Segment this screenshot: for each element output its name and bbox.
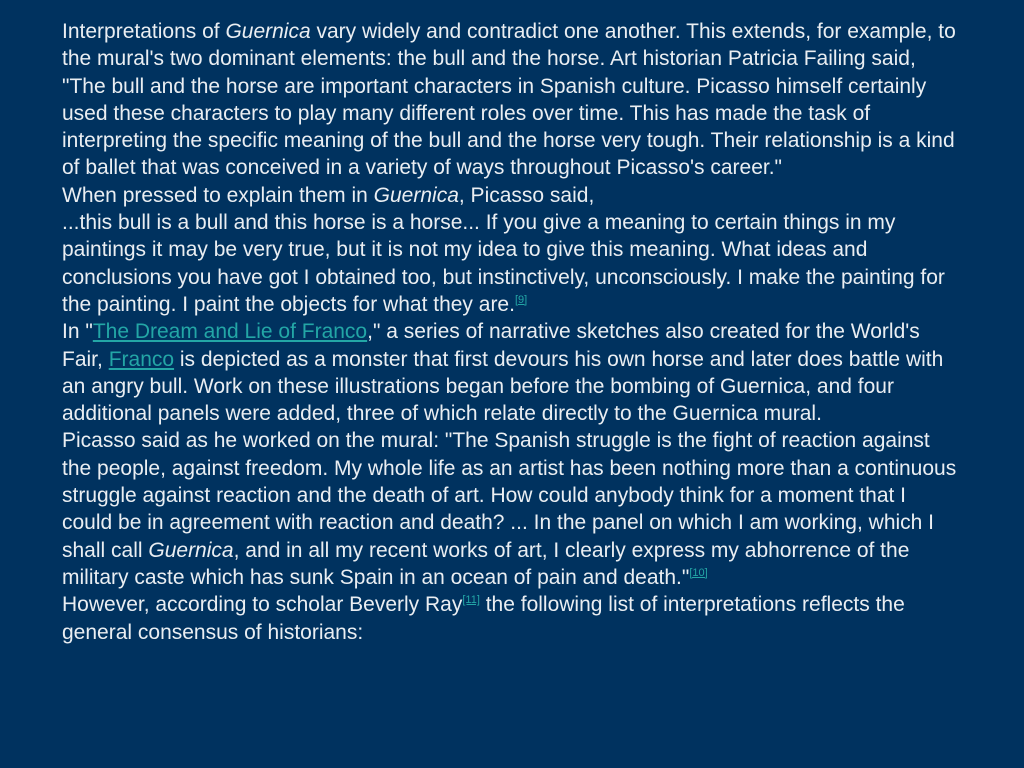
text-run: However, according to scholar Beverly Ray	[62, 593, 463, 617]
text-run: When pressed to explain them in	[62, 183, 374, 207]
paragraph-dream-and-lie	[62, 318, 962, 427]
paragraph-spanish-struggle	[62, 427, 962, 591]
link-dream-and-lie-of-franco[interactable]: The Dream and Lie of Franco	[92, 320, 368, 344]
text-run: Interpretations of	[62, 20, 226, 43]
citation-10-link[interactable]: [10]	[689, 566, 708, 579]
citation-11-link[interactable]: [11]	[462, 594, 480, 607]
text-run: In "	[62, 320, 93, 344]
paragraph-when-pressed	[62, 182, 962, 209]
citation-10	[689, 567, 707, 579]
italic-title-guernica: Guernica	[148, 538, 234, 562]
citation-9-link[interactable]: [9]	[514, 293, 528, 306]
paragraph-beverly-ray	[62, 591, 962, 646]
citation-11	[462, 594, 480, 606]
text-run: is depicted as a monster that first devours his own horse and later does battle with an angry bull. Work on these illustrations began before the bombing of Guernica, and four additional panels were added, three of which relate directly to the Guernica mural.	[62, 347, 944, 426]
text-run: , and in all my recent works of art, I clearly express my abhorrence of the military caste which has sunk Spain in an ocean of pain and death."	[62, 538, 910, 589]
text-run: Picasso said as he worked on the mural: "The Spanish struggle is the fight of reaction against the people, against freedom. My whole life as an artist has been nothing more than a continuous struggle against reaction and the death of art. How could anybody think for a moment that I could be in agreement with reaction and death? ... In the panel on which I am working, which I shall call	[62, 429, 957, 562]
citation-9	[515, 294, 527, 306]
text-run: ...this bull is a bull and this horse is a horse... If you give a meaning to certain things in my paintings it may be very true, but it is not my idea to give this meaning. What ideas and conclusions you have got I obtained too, but instinctively, unconsciously. I make the painting for the painting. I paint the objects for what they are.	[62, 211, 945, 316]
link-franco[interactable]: Franco	[108, 347, 175, 371]
text-run: ," a series of narrative sketches also created for the World's Fair,	[62, 320, 920, 371]
paragraph-interpretations	[62, 18, 962, 182]
text-run: vary widely and contradict one another. This extends, for example, to the mural's two dominant elements: the bull and the horse. Art historian Patricia Failing said, "The bull and the horse are important characters in Spanish culture. Picasso himself certainly used these characters to play many different roles over time. This has made the task of interpreting the specific meaning of the bull and the horse very tough. Their relationship is a kind of ballet that was conceived in a variety of ways throughout Picasso's career."	[62, 20, 956, 180]
article-body	[62, 18, 962, 646]
text-run: , Picasso said,	[458, 183, 595, 207]
italic-title-guernica: Guernica	[373, 183, 459, 207]
paragraph-picasso-quote	[62, 209, 962, 318]
text-run: the following list of interpretations reflects the general consensus of historians:	[62, 593, 905, 644]
italic-title-guernica: Guernica	[225, 20, 311, 43]
